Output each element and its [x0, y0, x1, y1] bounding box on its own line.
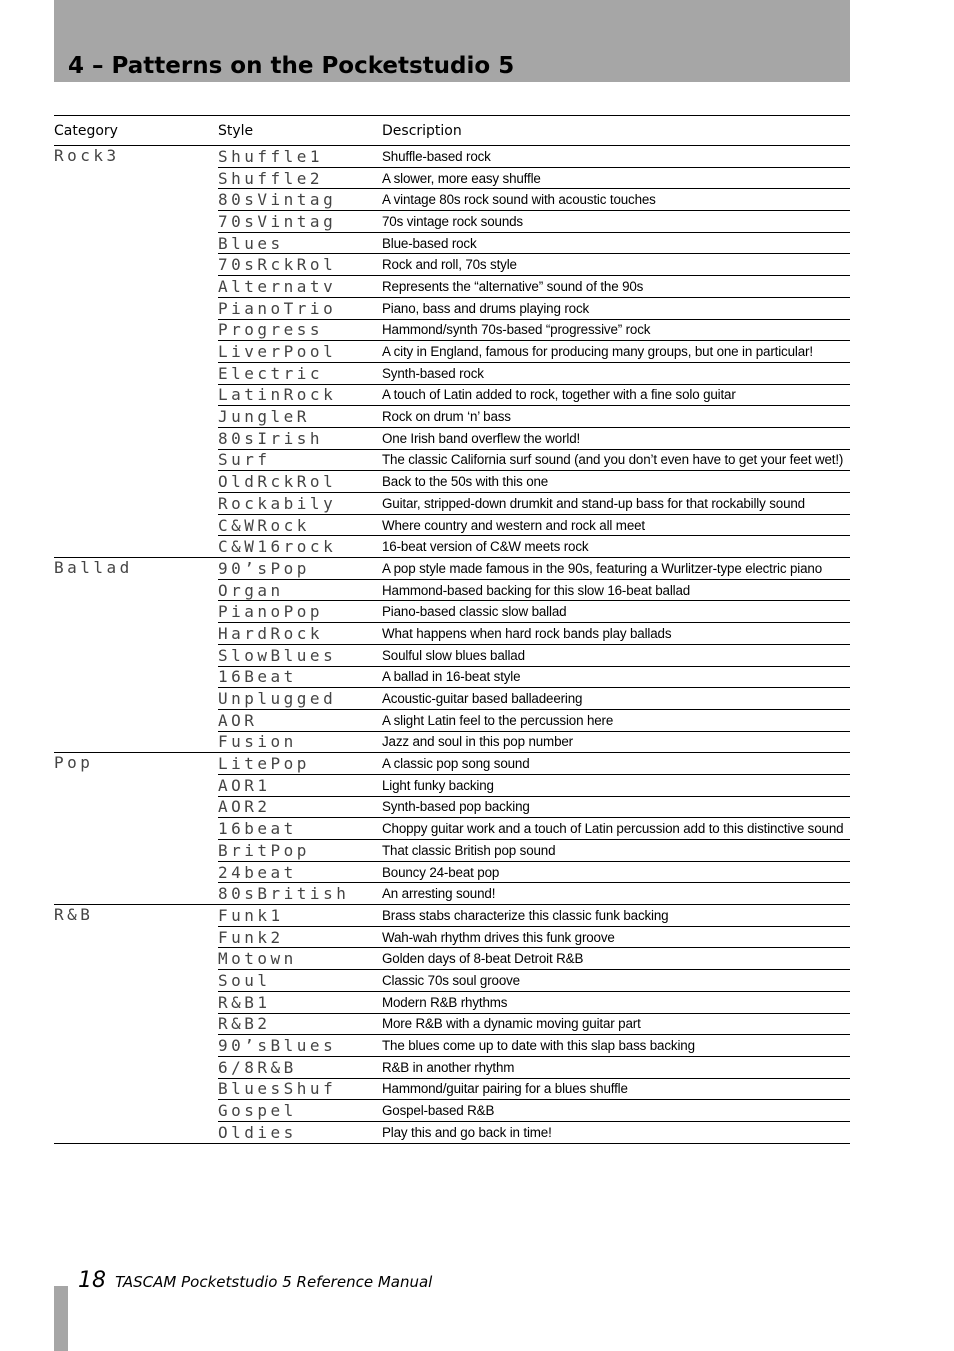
- table-row: [218, 732, 850, 753]
- style-name: PianoPop: [218, 602, 324, 622]
- page-number: 18: [78, 1268, 106, 1293]
- table-row: [218, 753, 850, 775]
- style-description: What happens when hard rock bands play ballads: [382, 625, 672, 641]
- style-description: Acoustic-guitar based balladeering: [382, 691, 583, 707]
- style-description: Bouncy 24-beat pop: [382, 864, 500, 880]
- table-row: [218, 1100, 850, 1122]
- style-name: Gospel: [218, 1101, 297, 1121]
- style-name: PianoTrio: [218, 298, 337, 318]
- style-description: Synth-based pop backing: [382, 799, 530, 815]
- style-name: Electric: [218, 363, 324, 383]
- style-description: The classic California surf sound (and you don’t even have to get your feet wet!): [382, 452, 844, 468]
- table-row: [218, 189, 850, 211]
- patterns-table: [54, 115, 850, 1144]
- style-name: 70sVintag: [218, 211, 337, 231]
- style-name: LatinRock: [218, 385, 337, 405]
- table-row: [218, 341, 850, 363]
- style-name: Funk1: [218, 905, 284, 925]
- table-body: [54, 146, 850, 1144]
- style-description: R&B in another rhythm: [382, 1059, 515, 1075]
- style-description: Where country and western and rock all meet: [382, 517, 645, 533]
- style-name: Shuffle2: [218, 168, 324, 188]
- style-description: Classic 70s soul groove: [382, 972, 520, 988]
- style-name: 90’sPop: [218, 558, 310, 578]
- table-row: [218, 1057, 850, 1079]
- style-name: JungleR: [218, 407, 310, 427]
- header-band: [54, 0, 850, 82]
- style-description: A city in England, famous for producing many groups, but one in particular!: [382, 344, 813, 360]
- table-row: [218, 948, 850, 970]
- style-name: LitePop: [218, 754, 310, 774]
- style-name: AOR: [218, 710, 258, 730]
- table-row: [218, 840, 850, 862]
- category-name: Ballad: [54, 558, 133, 578]
- style-name: Soul: [218, 970, 271, 990]
- table-row: [218, 1122, 850, 1143]
- table-row: [218, 146, 850, 168]
- style-description: More R&B with a dynamic moving guitar part: [382, 1016, 641, 1032]
- table-row: [218, 970, 850, 992]
- table-row: [218, 862, 850, 884]
- table-row: [218, 450, 850, 472]
- style-name: OldRckRol: [218, 472, 337, 492]
- style-name: Organ: [218, 580, 284, 600]
- style-name: Unplugged: [218, 689, 337, 709]
- table-row: [218, 580, 850, 602]
- style-name: 70sRckRol: [218, 255, 337, 275]
- table-row: [218, 688, 850, 710]
- table-row: [218, 471, 850, 493]
- category-name: Rock3: [54, 146, 120, 165]
- table-row: [218, 276, 850, 298]
- category-name: Pop: [54, 753, 94, 773]
- column-header-category: Category: [54, 122, 118, 139]
- table-row: [218, 797, 850, 819]
- style-description: Piano-based classic slow ballad: [382, 604, 567, 620]
- style-name: Rockabily: [218, 493, 337, 513]
- style-description: A slower, more easy shuffle: [382, 170, 541, 186]
- style-name: Funk2: [218, 927, 284, 947]
- table-row: [218, 558, 850, 580]
- table-row: [218, 710, 850, 732]
- page-footer: [78, 1268, 432, 1293]
- table-row: [218, 645, 850, 667]
- style-name: Shuffle1: [218, 146, 324, 166]
- column-header-description: Description: [382, 122, 462, 139]
- style-description: Gospel-based R&B: [382, 1103, 495, 1119]
- style-name: Progress: [218, 320, 324, 340]
- category-group: [54, 146, 850, 558]
- table-row: [218, 233, 850, 255]
- style-description: That classic British pop sound: [382, 842, 556, 858]
- style-name: C&WRock: [218, 515, 310, 535]
- style-name: SlowBlues: [218, 645, 337, 665]
- style-description: 70s vintage rock sounds: [382, 213, 523, 229]
- style-name: 16beat: [218, 819, 297, 839]
- table-row: [218, 667, 850, 689]
- category-group: [54, 558, 850, 753]
- style-name: 80sVintag: [218, 190, 337, 210]
- table-row: [218, 775, 850, 797]
- style-name: 90’sBlues: [218, 1036, 337, 1056]
- table-row: [218, 927, 850, 949]
- table-row: [218, 992, 850, 1014]
- style-name: LiverPool: [218, 342, 337, 362]
- style-description: Brass stabs characterize this classic funk backing: [382, 907, 669, 923]
- table-row: [218, 1079, 850, 1101]
- table-row: [218, 1035, 850, 1057]
- table-row: [218, 320, 850, 342]
- table-row: [218, 536, 850, 557]
- table-row: [218, 298, 850, 320]
- style-description: Guitar, stripped-down drumkit and stand-up bass for that rockabilly sound: [382, 495, 805, 511]
- style-name: HardRock: [218, 623, 324, 643]
- style-description: Synth-based rock: [382, 365, 484, 381]
- table-row: [218, 168, 850, 190]
- style-name: R&B1: [218, 992, 271, 1012]
- style-description: Wah-wah rhythm drives this funk groove: [382, 929, 615, 945]
- table-row: [218, 363, 850, 385]
- style-name: BritPop: [218, 840, 310, 860]
- style-description: Blue-based rock: [382, 235, 477, 251]
- style-description: Choppy guitar work and a touch of Latin percussion add to this distinctive sound: [382, 821, 844, 837]
- category-name: R&B: [54, 905, 94, 925]
- style-description: A vintage 80s rock sound with acoustic touches: [382, 192, 656, 208]
- style-name: BluesShuf: [218, 1079, 337, 1099]
- table-row: [218, 623, 850, 645]
- table-row: [218, 211, 850, 233]
- style-description: Light funky backing: [382, 777, 494, 793]
- table-row: [218, 515, 850, 537]
- manual-title: TASCAM Pocketstudio 5 Reference Manual: [115, 1273, 433, 1291]
- style-description: Piano, bass and drums playing rock: [382, 300, 590, 316]
- category-group: [54, 905, 850, 1144]
- style-name: Surf: [218, 450, 271, 470]
- table-row: [218, 905, 850, 927]
- style-name: 6/8R&B: [218, 1057, 297, 1077]
- table-row: [218, 883, 850, 904]
- style-description: Back to the 50s with this one: [382, 474, 549, 490]
- style-description: A ballad in 16-beat style: [382, 669, 521, 685]
- style-description: Represents the “alternative” sound of the 90s: [382, 278, 644, 294]
- table-row: [218, 1014, 850, 1036]
- style-name: 80sBritish: [218, 884, 350, 904]
- style-description: Soulful slow blues ballad: [382, 647, 525, 663]
- table-row: [218, 254, 850, 276]
- style-description: Play this and go back in time!: [382, 1124, 552, 1140]
- table-row: [218, 406, 850, 428]
- style-description: Shuffle-based rock: [382, 148, 491, 164]
- style-name: 80sIrish: [218, 428, 324, 448]
- style-description: Rock and roll, 70s style: [382, 257, 517, 273]
- style-name: AOR2: [218, 797, 271, 817]
- style-description: A touch of Latin added to rock, together with a fine solo guitar: [382, 387, 736, 403]
- style-name: Alternatv: [218, 276, 337, 296]
- style-description: A slight Latin feel to the percussion here: [382, 712, 614, 728]
- style-description: Golden days of 8-beat Detroit R&B: [382, 951, 584, 967]
- style-description: Hammond-based backing for this slow 16-beat ballad: [382, 582, 691, 598]
- style-description: The blues come up to date with this slap bass backing: [382, 1038, 695, 1054]
- style-name: Motown: [218, 949, 297, 969]
- table-row: [218, 428, 850, 450]
- table-row: [218, 493, 850, 515]
- style-name: Blues: [218, 233, 284, 253]
- style-description: 16-beat version of C&W meets rock: [382, 539, 589, 555]
- style-name: AOR1: [218, 775, 271, 795]
- style-name: 24beat: [218, 862, 297, 882]
- style-name: 16Beat: [218, 667, 297, 687]
- style-description: One Irish band overflew the world!: [382, 430, 581, 446]
- style-name: R&B2: [218, 1014, 271, 1034]
- style-description: Hammond/guitar pairing for a blues shuffle: [382, 1081, 628, 1097]
- style-description: A classic pop song sound: [382, 756, 530, 772]
- category-group: [54, 753, 850, 905]
- page-title: 4 – Patterns on the Pocketstudio 5: [68, 53, 515, 79]
- style-description: A pop style made famous in the 90s, featuring a Wurlitzer-type electric piano: [382, 560, 822, 576]
- style-description: Modern R&B rhythms: [382, 994, 508, 1010]
- table-row: [218, 601, 850, 623]
- table-row: [218, 385, 850, 407]
- style-name: Oldies: [218, 1122, 297, 1142]
- table-header-row: [54, 116, 850, 146]
- style-name: C&W16rock: [218, 537, 337, 557]
- style-description: Hammond/synth 70s-based “progressive” rock: [382, 322, 651, 338]
- style-description: Rock on drum ‘n’ bass: [382, 409, 511, 425]
- footer-accent-bar: [54, 1286, 68, 1351]
- column-header-style: Style: [218, 122, 254, 139]
- style-description: Jazz and soul in this pop number: [382, 734, 573, 750]
- style-description: An arresting sound!: [382, 886, 496, 902]
- style-name: Fusion: [218, 732, 297, 752]
- table-row: [218, 818, 850, 840]
